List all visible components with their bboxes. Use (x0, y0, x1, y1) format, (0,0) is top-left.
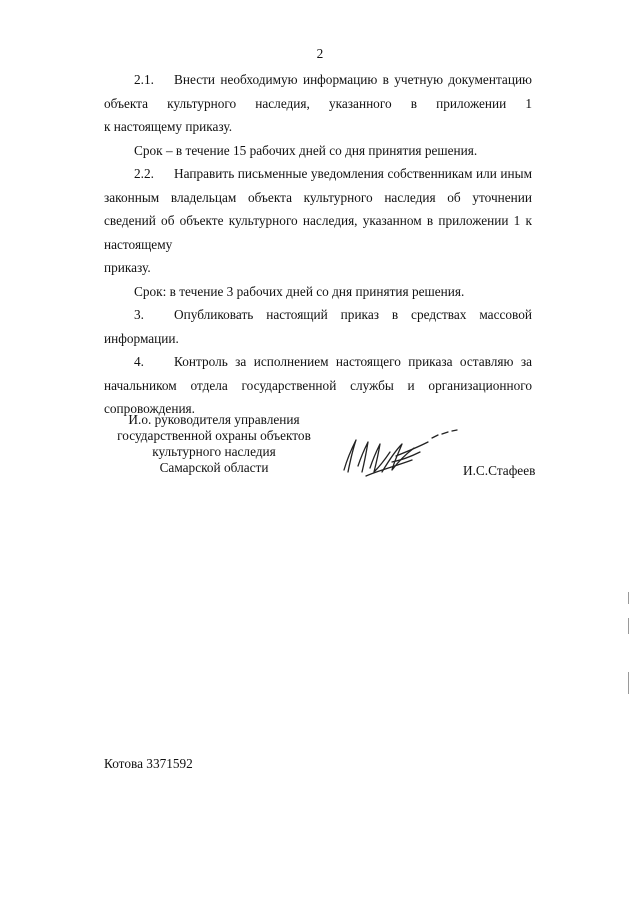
paragraph-4 (104, 350, 532, 397)
handwritten-signature-icon (336, 426, 466, 484)
paragraph-continuation: информации. (104, 330, 179, 346)
paragraph-number: 4. (134, 354, 144, 369)
scan-artifact (628, 618, 629, 634)
executor-contact: Котова 3371592 (104, 756, 193, 771)
scan-artifact (628, 592, 629, 604)
page-number: 2 (316, 46, 324, 61)
paragraph-number: 2.2. (134, 166, 154, 181)
paragraph-text: Контроль за исполнением настоящего приказа оставляю за начальником отдела государственной службы и организационного (104, 354, 532, 393)
deadline-2-2: Срок: в течение 3 рабочих дней со дня принятия решения. (134, 283, 465, 299)
signer-title-line: государственной охраны объектов (117, 428, 311, 443)
signer-title-block (104, 412, 324, 476)
scan-artifact (628, 672, 629, 694)
document-body (104, 68, 532, 421)
signer-title-line: И.о. руководителя управления (128, 412, 300, 427)
paragraph-text: Внести необходимую информацию в учетную документацию объекта культурного наследия, указанного в приложении 1 (104, 72, 532, 111)
paragraph-3 (104, 303, 532, 327)
paragraph-number: 3. (134, 307, 144, 322)
paragraph-number: 2.1. (134, 72, 154, 87)
paragraph-continuation: приказу. (104, 260, 151, 275)
paragraph-continuation: сопровождения. (104, 401, 195, 416)
deadline-2-1: Срок – в течение 15 рабочих дней со дня принятия решения. (134, 142, 478, 158)
signer-title-line: Самарской области (159, 460, 269, 475)
paragraph-text: Опубликовать настоящий приказ в средствах массовой (174, 307, 532, 322)
paragraph-text: Направить письменные уведомления собственникам или иным законным владельцам объекта культурного наследия об уточнении сведений об объекте культурного наследия, указанном в приложении 1 к настоящему (104, 166, 532, 252)
paragraph-continuation: к настоящему приказу. (104, 119, 233, 134)
paragraph-2-1 (104, 68, 532, 115)
signer-name: И.С.Стафеев (463, 463, 536, 478)
signer-title-line: культурного наследия (152, 444, 276, 459)
paragraph-2-2 (104, 162, 532, 256)
